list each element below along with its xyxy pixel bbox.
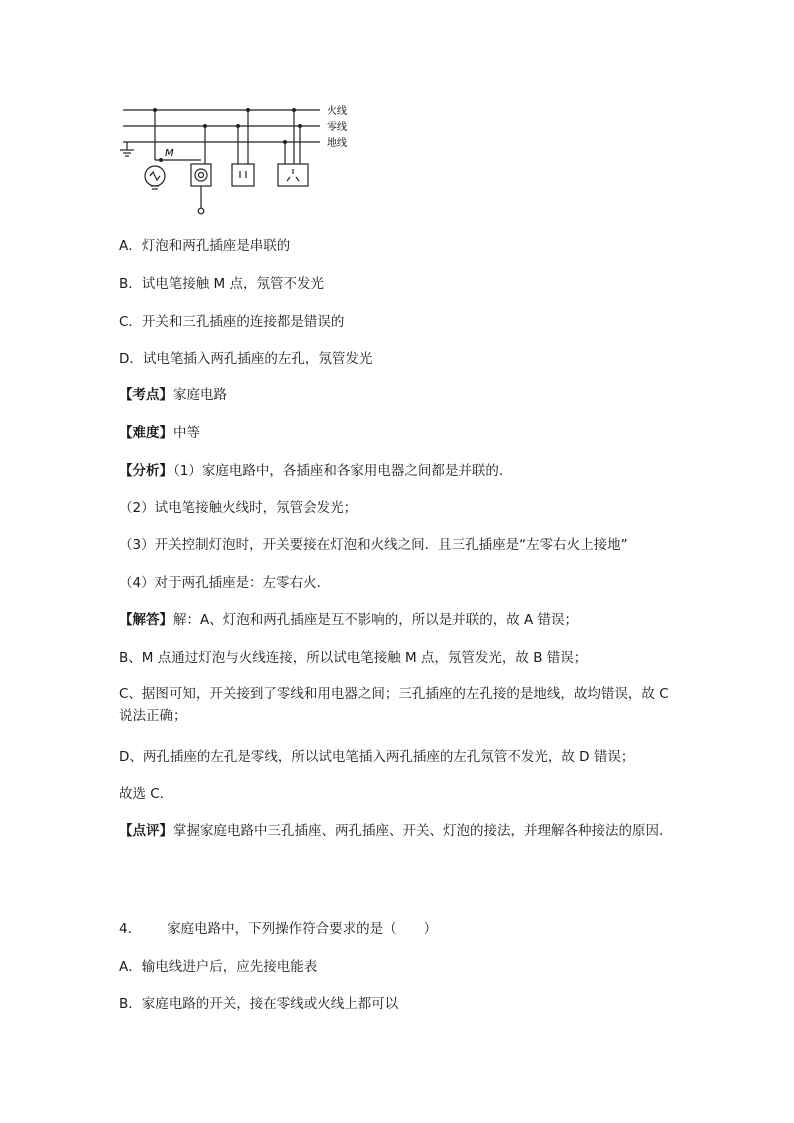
fenxi-tag: 【分析】 [119, 463, 173, 479]
question-4-stem [119, 920, 437, 938]
option-b: B．试电笔接触 M 点，氖管不发光 [119, 276, 324, 292]
question-4-text: 家庭电路中，下列操作符合要求的是（ ） [167, 921, 438, 937]
nandu-text: 中等 [173, 425, 200, 441]
dianping-section [119, 820, 679, 842]
question-4-option-b: B．家庭电路的开关，接在零线或火线上都可以 [119, 996, 399, 1012]
fenxi-line3: （3）开关控制灯泡时，开关要接在灯泡和火线之间．且三孔插座是“左零右火上接地” [119, 537, 628, 553]
circuit-diagram [115, 98, 365, 218]
label-neutral-wire: 零线 [327, 122, 347, 133]
option-a: A．灯泡和两孔插座是串联的 [119, 238, 291, 254]
fenxi-line1 [119, 462, 512, 480]
question-4-number: 4． [119, 921, 142, 937]
jieda-line2: B、M 点通过灯泡与火线连接，所以试电笔接触 M 点，氖管发光，故 B 错误； [119, 650, 588, 666]
fenxi-line2: （2）试电笔接触火线时，氖管会发光； [119, 500, 358, 516]
jieda-line1 [119, 611, 578, 629]
jieda-line5: 故选 C． [119, 786, 174, 802]
nandu-tag: 【难度】 [119, 425, 173, 441]
fenxi-text-1: （1）家庭电路中，各插座和各家用电器之间都是并联的． [173, 463, 513, 479]
kaodian-text: 家庭电路 [173, 387, 227, 403]
jieda-line4: D、两孔插座的左孔是零线，所以试电笔插入两孔插座的左孔氖管不发光，故 D 错误； [119, 749, 635, 765]
kaodian-section [119, 386, 227, 404]
dianping-tag: 【点评】 [119, 823, 173, 839]
option-d: D．试电笔插入两孔插座的左孔，氖管发光 [119, 351, 373, 367]
nandu-section [119, 424, 200, 442]
label-m: M [165, 148, 174, 159]
label-ground-wire: 地线 [327, 138, 347, 149]
label-live-wire: 火线 [327, 106, 347, 117]
jieda-text-1: 解：A、灯泡和两孔插座是互不影响的，所以是并联的，故 A 错误； [173, 612, 579, 628]
option-c: C．开关和三孔插座的连接都是错误的 [119, 314, 345, 330]
question-4-option-a: A．输电线进户后，应先接电能表 [119, 959, 318, 975]
kaodian-tag: 【考点】 [119, 387, 173, 403]
jieda-tag: 【解答】 [119, 612, 173, 628]
jieda-line3: C、据图可知，开关接到了零线和用电器之间；三孔插座的左孔接的是地线，故均错误，故 C 说法正确； [119, 686, 669, 724]
dianping-text: 掌握家庭电路中三孔插座、两孔插座、开关、灯泡的接法，并理解各种接法的原因． [173, 823, 673, 839]
fenxi-line4: （4）对于两孔插座是：左零右火． [119, 575, 331, 591]
